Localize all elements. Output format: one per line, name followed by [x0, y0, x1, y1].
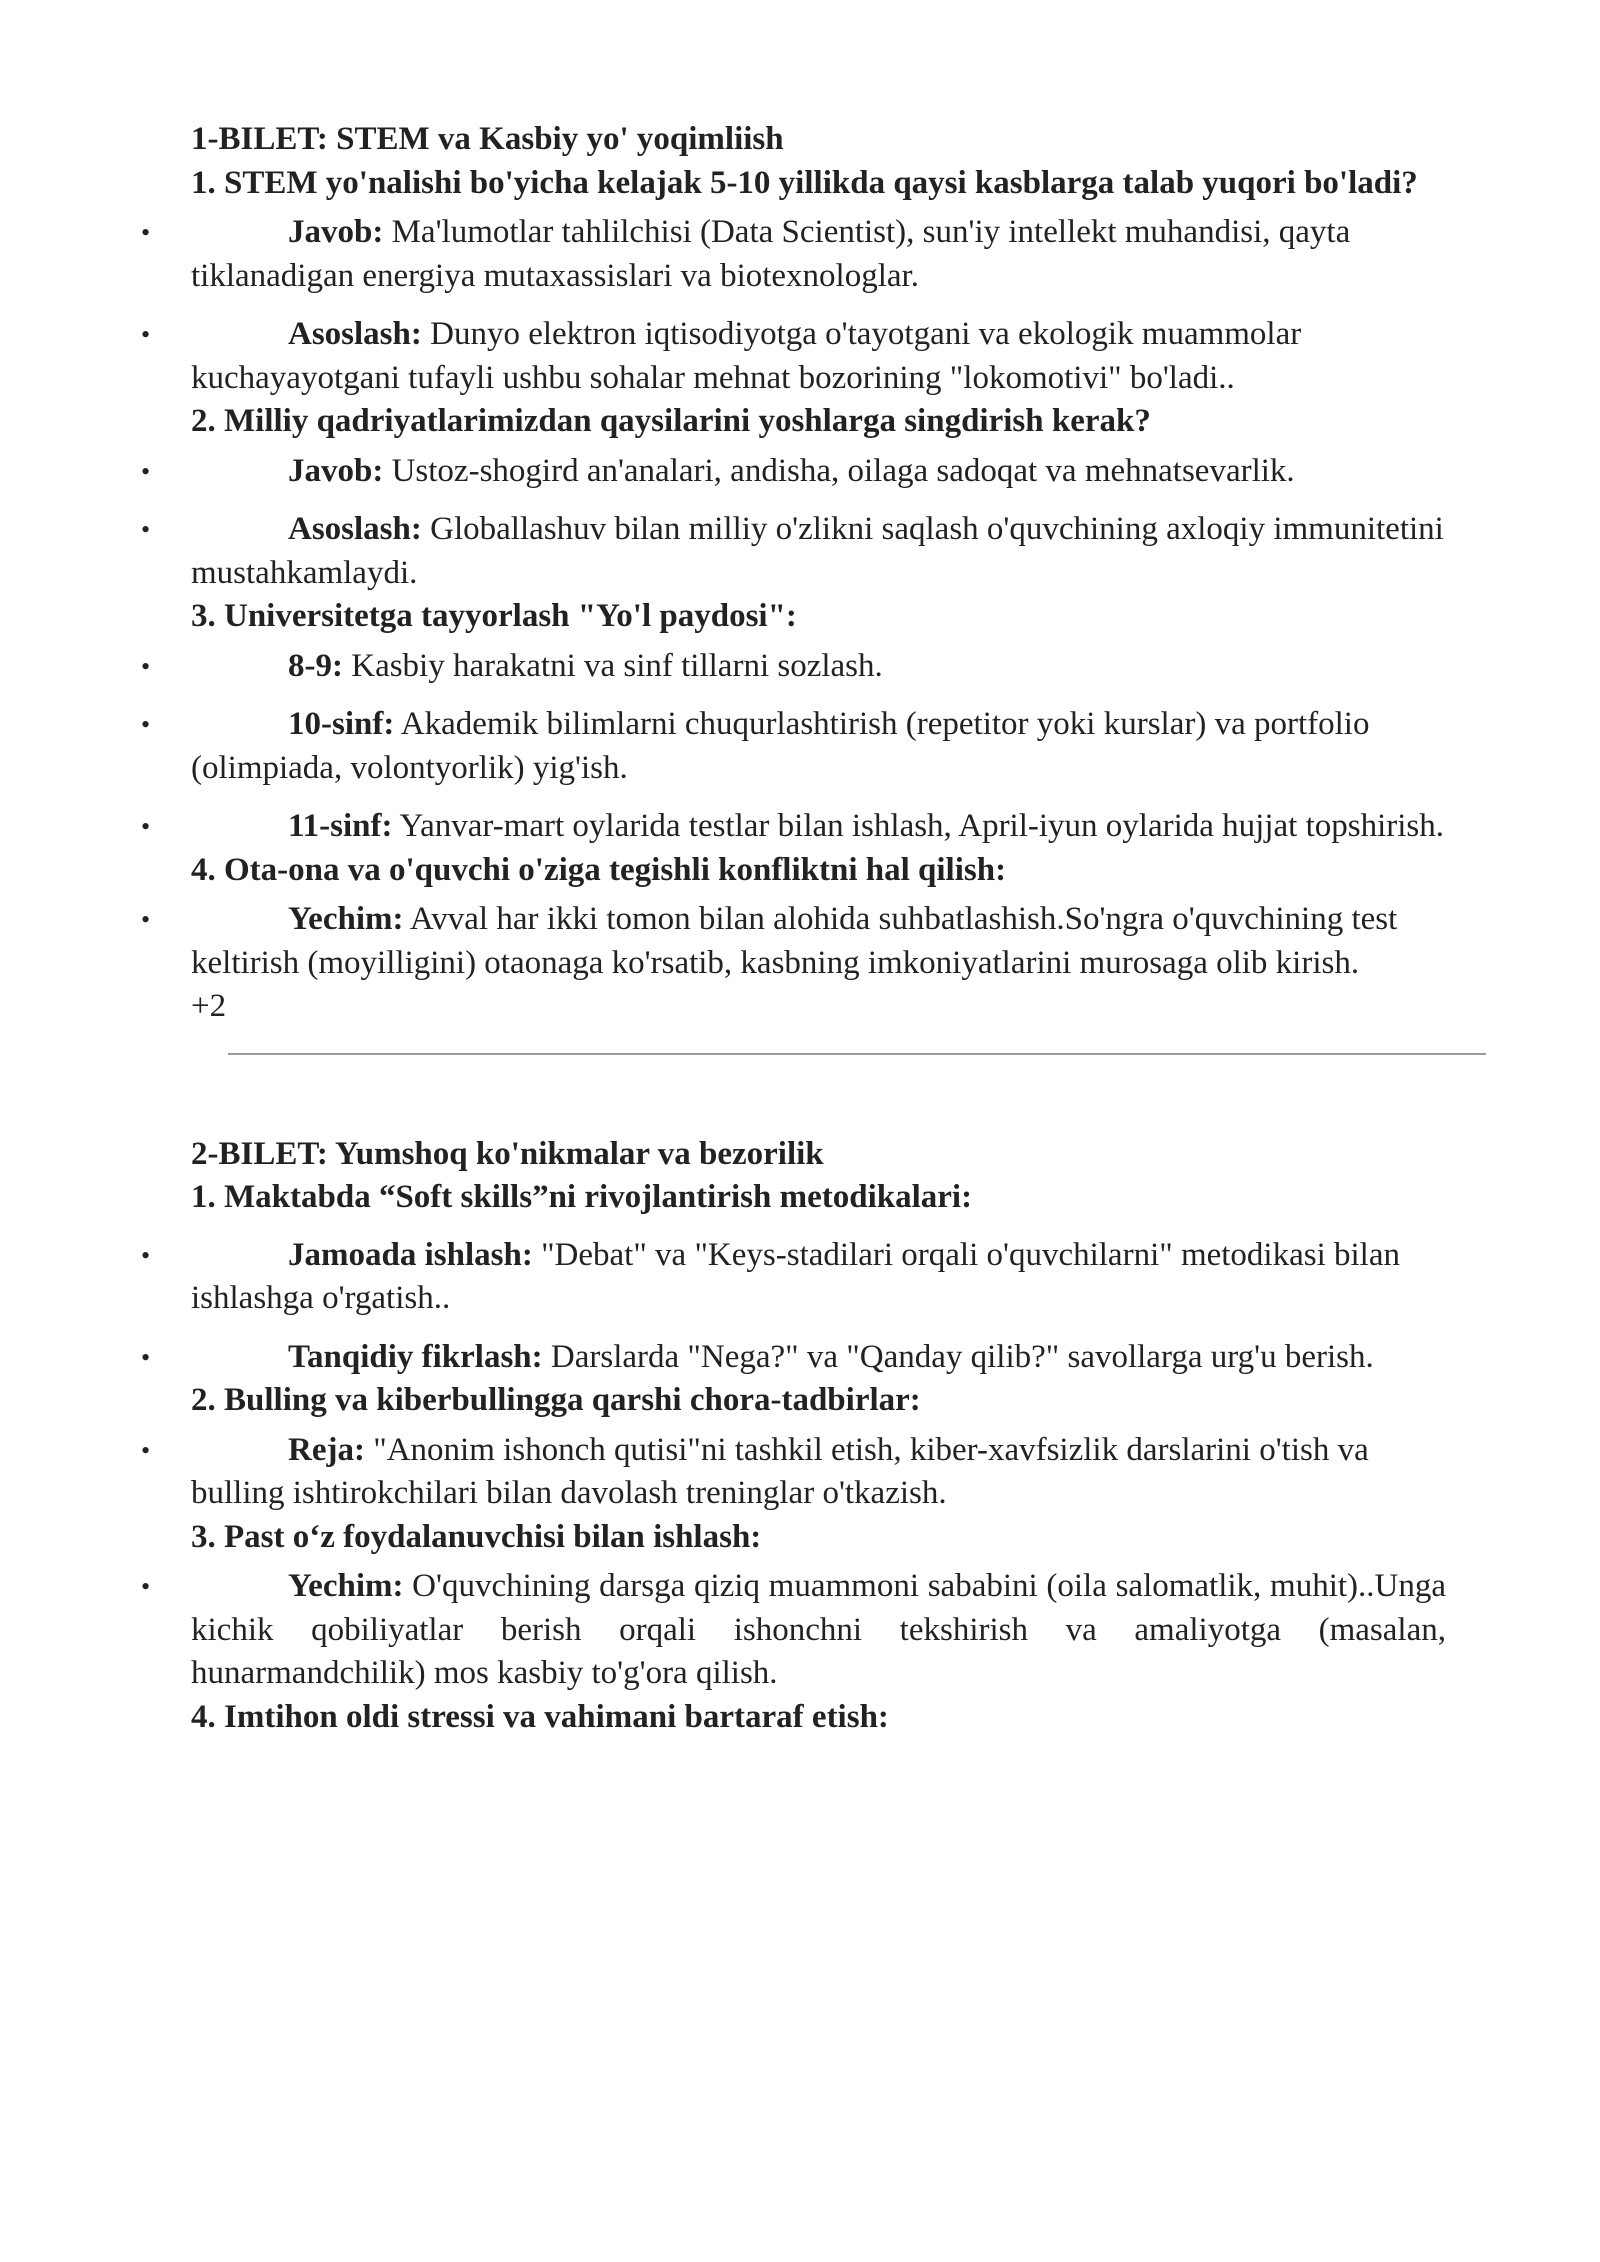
bullet-icon: •: [141, 710, 151, 739]
list-item: [141, 313, 1446, 400]
list-item: [141, 703, 1446, 790]
bullet-icon: •: [141, 812, 151, 841]
item-label: Javob:: [288, 214, 384, 250]
item-label: Yechim:: [288, 1568, 404, 1604]
list-item: [141, 1565, 1446, 1696]
bullet-icon: •: [141, 456, 151, 486]
ticket-1-title: 1-BILET: STEM va Kasbiy yo' yoqimliish: [191, 121, 784, 157]
item-text: "Anonim ishonch qutisi"ni tashkil etish, kiber-xavfsizlik darslarini o'tish va bulling ishtirokchilari bilan davolash treninglar o'tkazish.: [191, 1431, 1369, 1511]
item-text: Darslarda "Nega?" va "Qanday qilib?" savollarga urg'u berish.: [542, 1338, 1374, 1375]
item-label: Asoslash:: [288, 316, 422, 352]
ticket-2-title: 2-BILET: Yumshoq ko'nikmalar va bezorilik: [191, 1135, 824, 1172]
list-item: [141, 1429, 1446, 1516]
ticket-2-question-3: 3. Past o‘z foydalanuvchisi bilan ishlash:: [191, 1518, 762, 1555]
item-text: Kasbiy harakatni va sinf tillarni sozlash.: [342, 647, 883, 684]
list-item: [141, 450, 1446, 494]
ticket-1-question-1: 1. STEM yo'nalishi bo'yicha kelajak 5-10 yillikda qaysi kasblarga talab yuqori bo'ladi?: [191, 164, 1418, 201]
list-item: [141, 645, 1446, 689]
item-label: Asoslash:: [288, 511, 422, 547]
item-text: Globallashuv bilan milliy o'zlikni saqlash o'quvchining axloqiy immunitetini mustahkamlaydi.: [191, 511, 1444, 591]
item-text: Yanvar-mart oylarida testlar bilan ishlash, April-iyun oylarida hujjat topshirish.: [392, 808, 1445, 844]
list-item: [141, 508, 1446, 595]
item-text: Akademik bilimlarni chuqurlashtirish (repetitor yoki kurslar) va portfolio (olimpiada, volontyorlik) yig'ish.: [191, 706, 1370, 786]
item-text: O'quvchining darsga qiziq muammoni sababini (oila salomatlik, muhit)..Unga kichik qobiliyatlar berish orqali ishonchni tekshirish va amaliyotga (masalan, hunarmandchilik) mos kasbiy to'g'ora qilish.: [191, 1568, 1446, 1691]
item-label: Yechim:: [288, 901, 404, 937]
list-item: [141, 805, 1446, 849]
item-label: Tanqidiy fikrlash:: [288, 1338, 543, 1375]
ticket-2-question-4: 4. Imtihon oldi stressi va vahimani bartaraf etish:: [191, 1698, 889, 1735]
bullet-icon: •: [141, 515, 151, 544]
ticket-1-question-2: 2. Milliy qadriyatlarimizdan qaysilarini yoshlarga singdirish kerak?: [191, 403, 1151, 439]
ticket-2-question-1: 1. Maktabda “Soft skills”ni rivojlantirish metodikalari:: [191, 1179, 973, 1215]
item-label: Reja:: [288, 1431, 365, 1468]
ticket-2-question-2: 2. Bulling va kiberbullingga qarshi chora-tadbirlar:: [191, 1382, 921, 1418]
item-text: "Debat" va "Keys-stadilari orqali o'quvchilarni" metodikasi bilan ishlashga o'rgatish..: [191, 1236, 1400, 1316]
spacer: [191, 1055, 1446, 1133]
ticket-1-question-3: 3. Universitetga tayyorlash "Yo'l paydosi":: [191, 598, 797, 634]
list-item: [141, 1234, 1446, 1321]
item-label: 8-9:: [288, 647, 343, 684]
item-label: Javob:: [288, 452, 384, 489]
item-text: Avval har ikki tomon bilan alohida suhbatlashish.So'ngra o'quvchining test keltirish (moyilligini) otaonaga ko'rsatib, kasbning imkoniyatlarini murosaga olib kirish.: [191, 901, 1398, 981]
bullet-icon: •: [141, 1240, 151, 1270]
list-item: [141, 898, 1446, 985]
item-label: Jamoada ishlash:: [288, 1236, 533, 1273]
bullet-icon: •: [141, 1342, 151, 1372]
item-text: Dunyo elektron iqtisodiyotga o'tayotgani va ekologik muammolar kuchayayotgani tufayli ushbu sohalar mehnat bozorining "lokomotivi" bo'ladi..: [191, 316, 1302, 396]
item-text: Ma'lumotlar tahlilchisi (Data Scientist), sun'iy intellekt muhandisi, qayta tiklanadigan energiya mutaxassislari va biotexnologlar.: [191, 214, 1351, 294]
bullet-icon: •: [141, 1435, 151, 1465]
bullet-icon: •: [141, 1572, 151, 1601]
list-item: [141, 1336, 1446, 1380]
item-text: Ustoz-shogird an'analari, andisha, oilaga sadoqat va mehnatsevarlik.: [383, 452, 1295, 489]
bullet-icon: •: [141, 651, 151, 681]
bullet-icon: •: [141, 218, 151, 247]
item-label: 11-sinf:: [288, 808, 393, 844]
item-label: 10-sinf:: [288, 706, 395, 742]
extra-note: +2: [191, 988, 227, 1024]
bullet-icon: •: [141, 905, 151, 934]
bullet-icon: •: [141, 320, 151, 349]
ticket-1-question-4: 4. Ota-ona va o'quvchi o'ziga tegishli konfliktni hal qilish:: [191, 851, 1007, 888]
list-item: [141, 211, 1446, 298]
